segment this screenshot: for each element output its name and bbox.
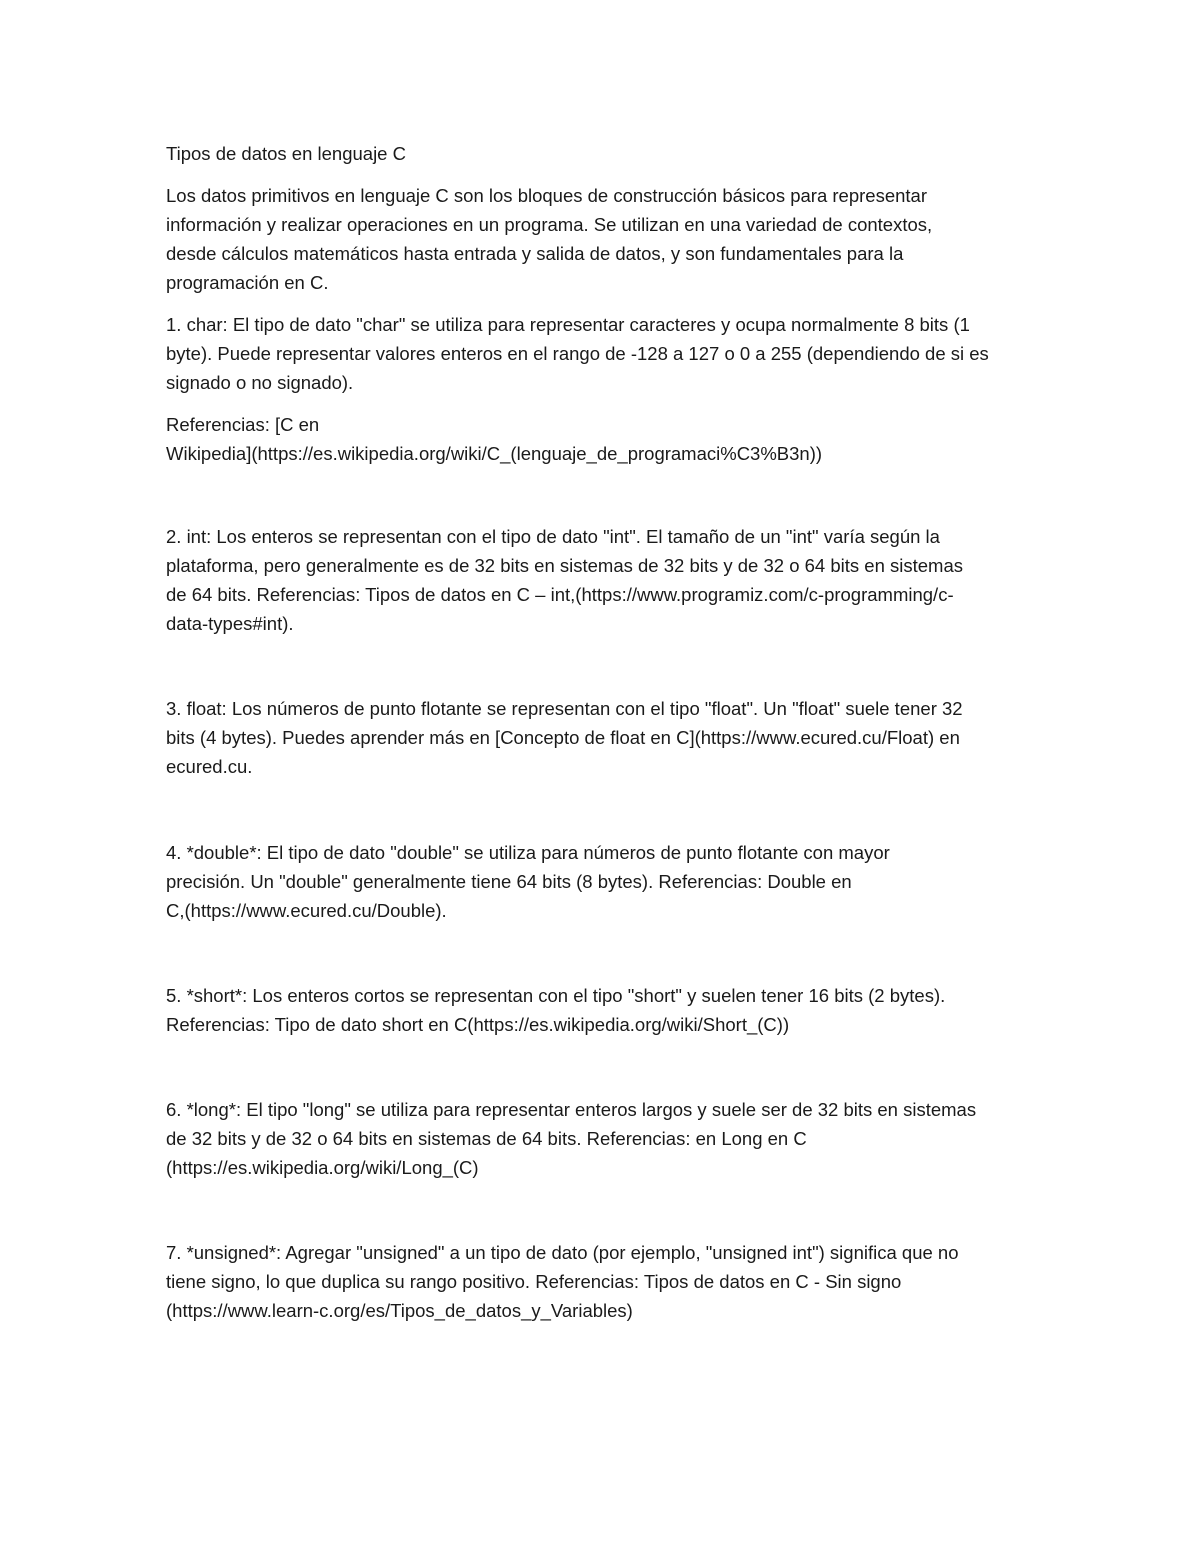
document-body (166, 139, 1046, 1325)
list-item-short: 5. *short*: Los enteros cortos se representan con el tipo "short" y suelen tener 16 bits (2 bytes). Referencias: Tipo de dato short en C(https://es.wikipedia.org/wiki/Short_(C)) (166, 985, 946, 1035)
list-item-unsigned: 7. *unsigned*: Agregar "unsigned" a un tipo de dato (por ejemplo, "unsigned int") significa que no tiene signo, lo que duplica su rango positivo. Referencias: Tipos de datos en C - Sin signo (https://www.learn-c.org/es/Tipos_de_datos_y_Variables) (166, 1242, 959, 1321)
list-item-char: 1. char: El tipo de dato "char" se utiliza para representar caracteres y ocupa normalmente 8 bits (1 byte). Puede representar valores enteros en el rango de -128 a 127 o 0 a 255 (dependiendo de si es signado o no signado). (166, 314, 989, 393)
list-item-char-reference: Referencias: [C en Wikipedia](https://es.wikipedia.org/wiki/C_(lenguaje_de_programaci%C3%B3n)) (166, 414, 823, 464)
list-item-double: 4. *double*: El tipo de dato "double" se utiliza para números de punto flotante con mayor precisión. Un "double" generalmente tiene 64 bits (8 bytes). Referencias: Double en C,(https://www.ecured.cu/Double). (166, 842, 890, 921)
document-title: Tipos de datos en lenguaje C (166, 143, 406, 164)
intro-paragraph: Los datos primitivos en lenguaje C son los bloques de construcción básicos para representar información y realizar operaciones en un programa. Se utilizan en una variedad de contextos, desde cálculos matemáticos hasta entrada y salida de datos, y son fundamentales para la programación en C. (166, 185, 933, 293)
list-item-float: 3. float: Los números de punto flotante se representan con el tipo "float". Un "float" suele tener 32 bits (4 bytes). Puedes aprender más en [Concepto de float en C](https://www.ecured.cu/Float) en ecured.cu. (166, 698, 963, 777)
list-item-int: 2. int: Los enteros se representan con el tipo de dato "int". El tamaño de un "int" varía según la plataforma, pero generalmente es de 32 bits en sistemas de 32 bits y de 32 o 64 bits en sistemas de 64 bits. Referencias: Tipos de datos en C – int,(https://www.programiz.com/c-programming/c- data-types#int). (166, 526, 963, 634)
list-item-long: 6. *long*: El tipo "long" se utiliza para representar enteros largos y suele ser de 32 bits en sistemas de 32 bits y de 32 o 64 bits en sistemas de 64 bits. Referencias: en Long en C (https://es.wikipedia.org/wiki/Long_(C) (166, 1099, 977, 1178)
